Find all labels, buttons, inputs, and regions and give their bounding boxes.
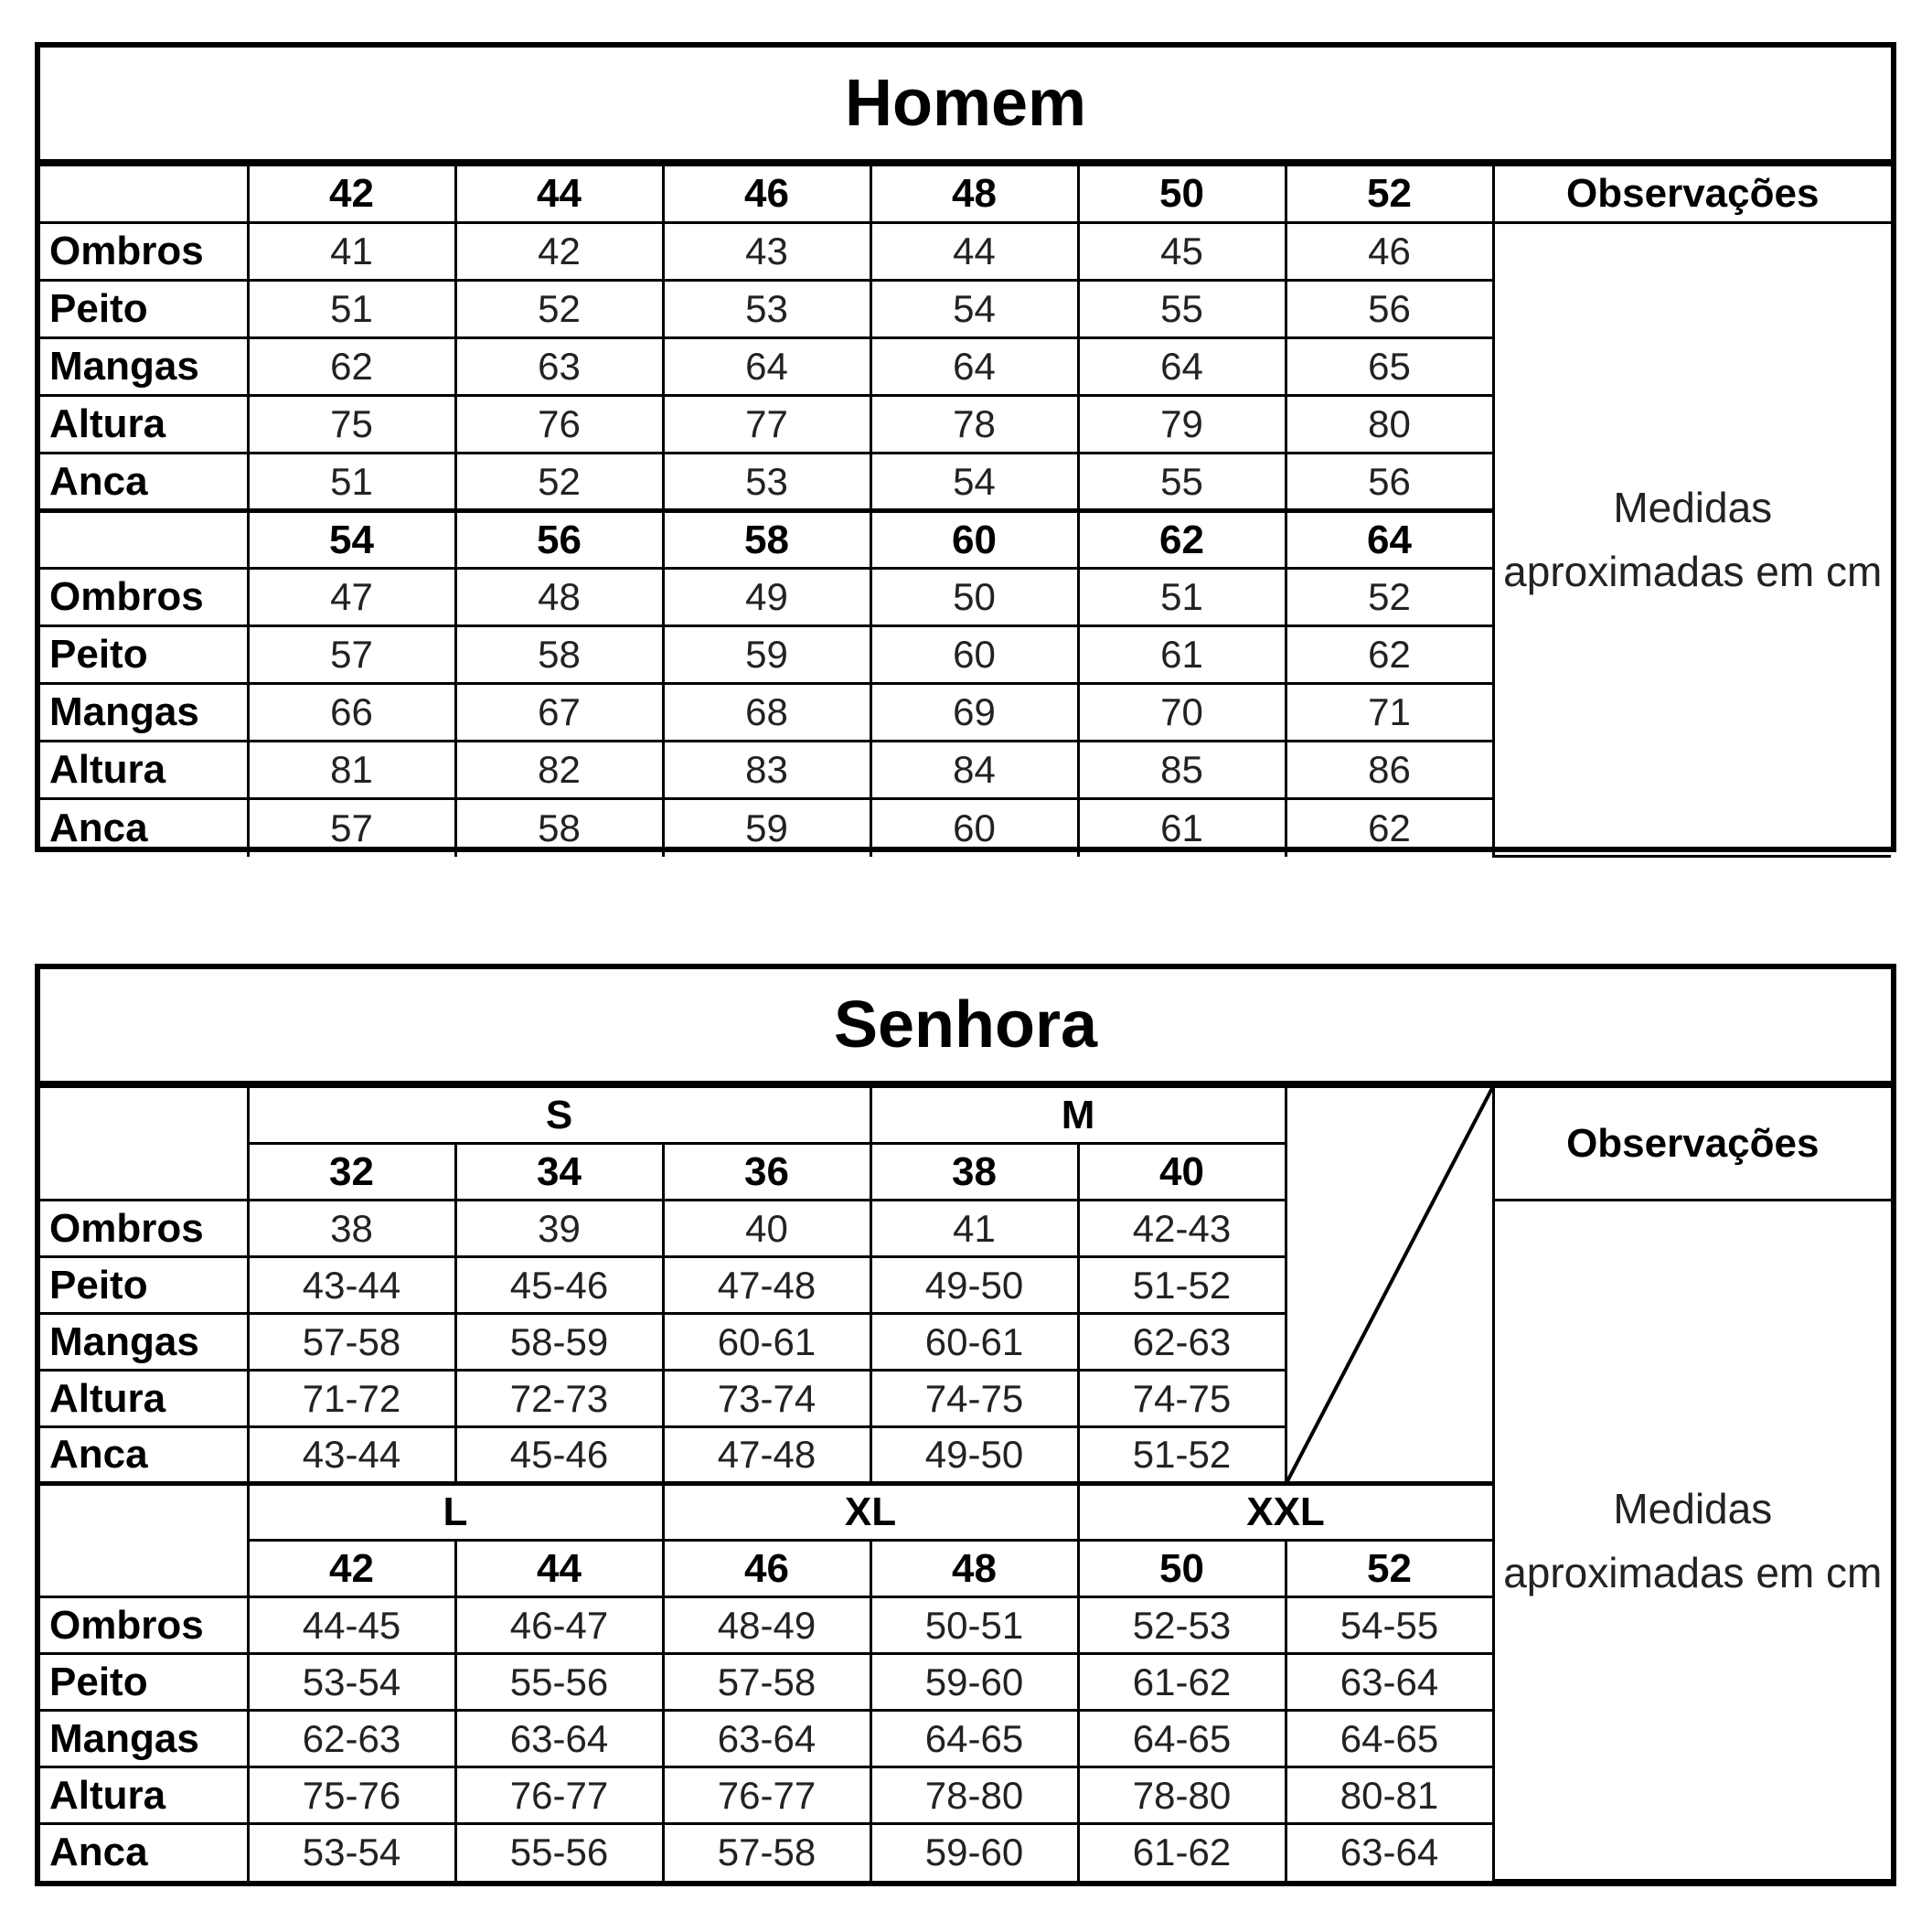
measurement-value: 49-50 [870,1257,1078,1314]
observacoes-header: Observações [1493,165,1891,223]
measurement-label: Altura [40,1371,248,1427]
measurement-value: 57-58 [663,1654,870,1711]
measurement-value: 48 [455,569,663,626]
observacoes-header: Observações [1493,1087,1891,1201]
measurement-label: Ombros [40,1201,248,1257]
measurement-value: 57 [248,799,455,857]
size-header: 42 [248,165,455,223]
measurement-value: 57 [248,626,455,684]
measurement-value: 58 [455,626,663,684]
size-header: 64 [1286,511,1493,569]
measurement-value: 45-46 [455,1427,663,1484]
measurement-value: 41 [248,223,455,281]
measurement-value: 59-60 [870,1654,1078,1711]
homem-size-header-row [40,165,1891,223]
size-header: 34 [455,1144,663,1201]
measurement-value: 64-65 [1286,1711,1493,1767]
homem-size-chart [35,42,1896,852]
size-header: 56 [455,511,663,569]
measurement-value: 66 [248,684,455,742]
measurement-value: 75-76 [248,1767,455,1824]
measurement-value: 58 [455,799,663,857]
measurement-value: 54 [870,454,1078,511]
measurement-value: 53-54 [248,1654,455,1711]
measurement-value: 55 [1078,281,1286,338]
measurement-value: 46 [1286,223,1493,281]
measurement-label: Altura [40,742,248,799]
measurement-value: 85 [1078,742,1286,799]
measurement-value: 78-80 [1078,1767,1286,1824]
measurement-value: 82 [455,742,663,799]
measurement-value: 63-64 [663,1711,870,1767]
measurement-value: 71 [1286,684,1493,742]
measurement-label: Mangas [40,684,248,742]
measurement-value: 81 [248,742,455,799]
size-header: 52 [1286,165,1493,223]
size-header: 50 [1078,1541,1286,1597]
measurement-value: 42-43 [1078,1201,1286,1257]
measurement-value: 53 [663,281,870,338]
size-group-header: XL [663,1484,1078,1541]
measurement-label: Mangas [40,1314,248,1371]
measurement-value: 63 [455,338,663,396]
measurement-value: 38 [248,1201,455,1257]
measurement-label: Mangas [40,338,248,396]
measurement-value: 76-77 [663,1767,870,1824]
measurement-value: 58-59 [455,1314,663,1371]
size-group-header: S [248,1087,870,1144]
measurement-value: 50 [870,569,1078,626]
measurement-value: 64-65 [870,1711,1078,1767]
measurement-value: 53 [663,454,870,511]
measurement-value: 43-44 [248,1257,455,1314]
measurement-value: 53-54 [248,1824,455,1881]
measurement-label: Anca [40,1427,248,1484]
senhora-group-header-row [40,1087,1891,1144]
diagonal-strike [1287,1088,1492,1481]
measurement-value: 55-56 [455,1654,663,1711]
measurement-value: 55-56 [455,1824,663,1881]
size-header: 46 [663,1541,870,1597]
size-group-header: M [870,1087,1286,1144]
table-row [40,223,1891,281]
measurement-value: 42 [455,223,663,281]
measurement-value: 61-62 [1078,1654,1286,1711]
measurement-value: 60 [870,626,1078,684]
size-header: 32 [248,1144,455,1201]
measurement-value: 74-75 [1078,1371,1286,1427]
measurement-value: 54-55 [1286,1597,1493,1654]
measurement-value: 57-58 [248,1314,455,1371]
measurement-value: 59 [663,626,870,684]
measurement-value: 44-45 [248,1597,455,1654]
measurement-value: 76-77 [455,1767,663,1824]
measurement-value: 45 [1078,223,1286,281]
size-header: 48 [870,1541,1078,1597]
measurement-value: 56 [1286,281,1493,338]
empty-corner-cell [40,165,248,223]
measurement-label: Altura [40,1767,248,1824]
measurement-value: 62-63 [248,1711,455,1767]
measurement-value: 84 [870,742,1078,799]
measurement-value: 49 [663,569,870,626]
measurement-value: 62 [1286,626,1493,684]
measurement-value: 41 [870,1201,1078,1257]
measurement-value: 86 [1286,742,1493,799]
measurement-value: 80 [1286,396,1493,454]
measurement-value: 62 [248,338,455,396]
measurement-value: 50-51 [870,1597,1078,1654]
measurement-value: 67 [455,684,663,742]
measurement-value: 79 [1078,396,1286,454]
measurement-label: Ombros [40,569,248,626]
measurement-value: 77 [663,396,870,454]
measurement-value: 54 [870,281,1078,338]
measurement-value: 51-52 [1078,1427,1286,1484]
size-header: 42 [248,1541,455,1597]
measurement-value: 56 [1286,454,1493,511]
measurement-value: 72-73 [455,1371,663,1427]
measurement-value: 73-74 [663,1371,870,1427]
homem-size-table [40,164,1891,858]
measurement-value: 51 [1078,569,1286,626]
measurement-value: 68 [663,684,870,742]
senhora-size-chart [35,964,1896,1886]
measurement-value: 59-60 [870,1824,1078,1881]
measurement-label: Altura [40,396,248,454]
measurement-label: Anca [40,1824,248,1881]
size-group-header: L [248,1484,663,1541]
measurement-value: 52 [455,281,663,338]
measurement-value: 63-64 [455,1711,663,1767]
measurement-value: 51-52 [1078,1257,1286,1314]
measurement-value: 61-62 [1078,1824,1286,1881]
measurement-value: 64 [870,338,1078,396]
measurement-value: 71-72 [248,1371,455,1427]
measurement-value: 43-44 [248,1427,455,1484]
measurement-label: Peito [40,281,248,338]
measurement-value: 70 [1078,684,1286,742]
measurement-value: 74-75 [870,1371,1078,1427]
measurement-value: 47 [248,569,455,626]
size-header: 36 [663,1144,870,1201]
measurement-value: 51 [248,454,455,511]
size-header: 46 [663,165,870,223]
measurement-value: 44 [870,223,1078,281]
measurement-value: 52-53 [1078,1597,1286,1654]
measurement-value: 64 [663,338,870,396]
measurement-value: 39 [455,1201,663,1257]
measurement-label: Anca [40,454,248,511]
measurement-label: Peito [40,1654,248,1711]
homem-title: Homem [40,48,1891,164]
size-header: 38 [870,1144,1078,1201]
measurement-value: 52 [455,454,663,511]
measurement-value: 52 [1286,569,1493,626]
measurement-value: 47-48 [663,1427,870,1484]
measurement-value: 59 [663,799,870,857]
measurement-label: Peito [40,1257,248,1314]
measurement-value: 60-61 [663,1314,870,1371]
measurement-label: Mangas [40,1711,248,1767]
size-header: 58 [663,511,870,569]
measurement-value: 47-48 [663,1257,870,1314]
measurement-value: 69 [870,684,1078,742]
measurement-value: 60 [870,799,1078,857]
measurement-value: 57-58 [663,1824,870,1881]
observacoes-note: Medidas aproximadas em cm [1493,1201,1891,1881]
measurement-value: 64-65 [1078,1711,1286,1767]
measurement-value: 60-61 [870,1314,1078,1371]
measurement-value: 61 [1078,626,1286,684]
size-header: 50 [1078,165,1286,223]
measurement-value: 40 [663,1201,870,1257]
measurement-label: Peito [40,626,248,684]
size-header: 60 [870,511,1078,569]
measurement-value: 64 [1078,338,1286,396]
measurement-value: 48-49 [663,1597,870,1654]
size-header: 44 [455,165,663,223]
measurement-value: 49-50 [870,1427,1078,1484]
size-header: 62 [1078,511,1286,569]
measurement-value: 78-80 [870,1767,1078,1824]
senhora-size-table [40,1085,1891,1882]
size-group-header: XXL [1078,1484,1493,1541]
measurement-value: 78 [870,396,1078,454]
measurement-label: Ombros [40,1597,248,1654]
measurement-value: 51 [248,281,455,338]
senhora-title: Senhora [40,969,1891,1085]
empty-corner-cell [40,511,248,569]
measurement-value: 46-47 [455,1597,663,1654]
measurement-value: 80-81 [1286,1767,1493,1824]
empty-corner-cell [40,1484,248,1597]
measurement-value: 63-64 [1286,1824,1493,1881]
measurement-label: Anca [40,799,248,857]
observacoes-note: Medidas aproximadas em cm [1493,223,1891,857]
measurement-value: 65 [1286,338,1493,396]
measurement-value: 63-64 [1286,1654,1493,1711]
size-header: 40 [1078,1144,1286,1201]
measurement-value: 61 [1078,799,1286,857]
measurement-value: 75 [248,396,455,454]
empty-corner-cell [40,1087,248,1201]
measurement-value: 62 [1286,799,1493,857]
measurement-value: 55 [1078,454,1286,511]
measurement-value: 76 [455,396,663,454]
measurement-label: Ombros [40,223,248,281]
measurement-value: 62-63 [1078,1314,1286,1371]
measurement-value: 45-46 [455,1257,663,1314]
measurement-value: 83 [663,742,870,799]
size-header: 52 [1286,1541,1493,1597]
table-row [40,1201,1891,1257]
measurement-value: 43 [663,223,870,281]
empty-diagonal-cell [1286,1087,1493,1484]
size-header: 44 [455,1541,663,1597]
size-header: 48 [870,165,1078,223]
size-header: 54 [248,511,455,569]
